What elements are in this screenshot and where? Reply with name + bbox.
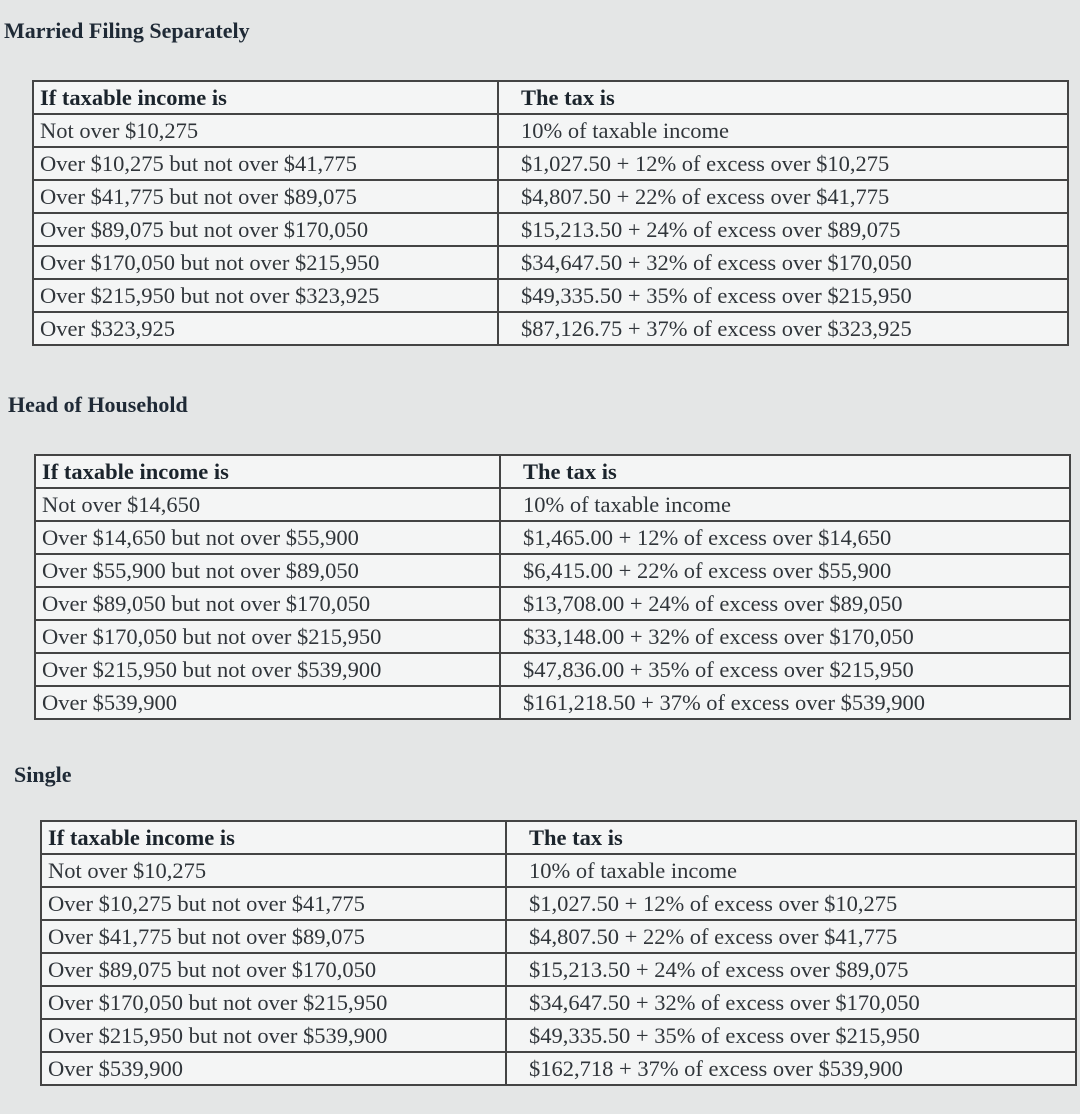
income-cell: Over $539,900 <box>35 686 500 719</box>
table-row <box>35 686 1070 719</box>
header-tax: The tax is <box>498 81 1068 114</box>
header-income: If taxable income is <box>41 821 506 854</box>
tax-cell: $33,148.00 + 32% of excess over $170,050 <box>500 620 1070 653</box>
header-tax: The tax is <box>506 821 1076 854</box>
table-row <box>33 114 1068 147</box>
tax-cell: $161,218.50 + 37% of excess over $539,900 <box>500 686 1070 719</box>
table-row <box>35 488 1070 521</box>
income-cell: Over $14,650 but not over $55,900 <box>35 521 500 554</box>
table-row <box>41 1019 1076 1052</box>
section-title-married-filing-separately: Married Filing Separately <box>4 18 250 43</box>
income-cell: Over $10,275 but not over $41,775 <box>41 887 506 920</box>
table-row <box>33 279 1068 312</box>
table-row <box>33 147 1068 180</box>
tax-cell: $15,213.50 + 24% of excess over $89,075 <box>498 213 1068 246</box>
table-row <box>41 986 1076 1019</box>
tax-cell: 10% of taxable income <box>498 114 1068 147</box>
income-cell: Over $323,925 <box>33 312 498 345</box>
income-cell: Over $215,950 but not over $539,900 <box>35 653 500 686</box>
income-cell: Over $41,775 but not over $89,075 <box>41 920 506 953</box>
tax-cell: $4,807.50 + 22% of excess over $41,775 <box>506 920 1076 953</box>
table-row <box>35 653 1070 686</box>
income-cell: Over $215,950 but not over $323,925 <box>33 279 498 312</box>
table-row <box>41 854 1076 887</box>
income-cell: Not over $10,275 <box>41 854 506 887</box>
tax-table-married-filing-separately <box>32 80 1069 346</box>
income-cell: Over $170,050 but not over $215,950 <box>33 246 498 279</box>
table-row <box>33 180 1068 213</box>
table-row <box>35 587 1070 620</box>
section-title-head-of-household: Head of Household <box>8 392 188 417</box>
tax-cell: $47,836.00 + 35% of excess over $215,950 <box>500 653 1070 686</box>
income-cell: Not over $14,650 <box>35 488 500 521</box>
income-cell: Over $89,050 but not over $170,050 <box>35 587 500 620</box>
table-row <box>35 554 1070 587</box>
tax-cell: $34,647.50 + 32% of excess over $170,050 <box>506 986 1076 1019</box>
table-body <box>35 455 1070 719</box>
table-header-row <box>41 821 1076 854</box>
tax-cell: 10% of taxable income <box>506 854 1076 887</box>
income-cell: Over $170,050 but not over $215,950 <box>41 986 506 1019</box>
income-cell: Over $539,900 <box>41 1052 506 1085</box>
table-header-row <box>33 81 1068 114</box>
income-cell: Over $215,950 but not over $539,900 <box>41 1019 506 1052</box>
table-row <box>35 620 1070 653</box>
income-cell: Over $89,075 but not over $170,050 <box>41 953 506 986</box>
section-title-single: Single <box>14 762 72 787</box>
tax-cell: $6,415.00 + 22% of excess over $55,900 <box>500 554 1070 587</box>
income-cell: Not over $10,275 <box>33 114 498 147</box>
tax-cell: $1,027.50 + 12% of excess over $10,275 <box>506 887 1076 920</box>
tax-cell: $1,027.50 + 12% of excess over $10,275 <box>498 147 1068 180</box>
table-row <box>41 1052 1076 1085</box>
tax-table-head-of-household <box>34 454 1071 720</box>
header-income: If taxable income is <box>35 455 500 488</box>
tax-cell: $15,213.50 + 24% of excess over $89,075 <box>506 953 1076 986</box>
tax-cell: $162,718 + 37% of excess over $539,900 <box>506 1052 1076 1085</box>
tax-cell: $4,807.50 + 22% of excess over $41,775 <box>498 180 1068 213</box>
table-row <box>41 920 1076 953</box>
income-cell: Over $10,275 but not over $41,775 <box>33 147 498 180</box>
tax-cell: $1,465.00 + 12% of excess over $14,650 <box>500 521 1070 554</box>
tax-cell: $49,335.50 + 35% of excess over $215,950 <box>506 1019 1076 1052</box>
table-header-row <box>35 455 1070 488</box>
table-row <box>33 213 1068 246</box>
table-body <box>41 821 1076 1085</box>
tax-cell: $87,126.75 + 37% of excess over $323,925 <box>498 312 1068 345</box>
tax-cell: 10% of taxable income <box>500 488 1070 521</box>
table-row <box>35 521 1070 554</box>
income-cell: Over $55,900 but not over $89,050 <box>35 554 500 587</box>
tax-table-single <box>40 820 1077 1086</box>
income-cell: Over $170,050 but not over $215,950 <box>35 620 500 653</box>
income-cell: Over $89,075 but not over $170,050 <box>33 213 498 246</box>
table-row <box>33 246 1068 279</box>
table-body <box>33 81 1068 345</box>
table-row <box>41 887 1076 920</box>
header-tax: The tax is <box>500 455 1070 488</box>
income-cell: Over $41,775 but not over $89,075 <box>33 180 498 213</box>
tax-cell: $34,647.50 + 32% of excess over $170,050 <box>498 246 1068 279</box>
table-row <box>33 312 1068 345</box>
tax-cell: $13,708.00 + 24% of excess over $89,050 <box>500 587 1070 620</box>
table-row <box>41 953 1076 986</box>
tax-cell: $49,335.50 + 35% of excess over $215,950 <box>498 279 1068 312</box>
header-income: If taxable income is <box>33 81 498 114</box>
